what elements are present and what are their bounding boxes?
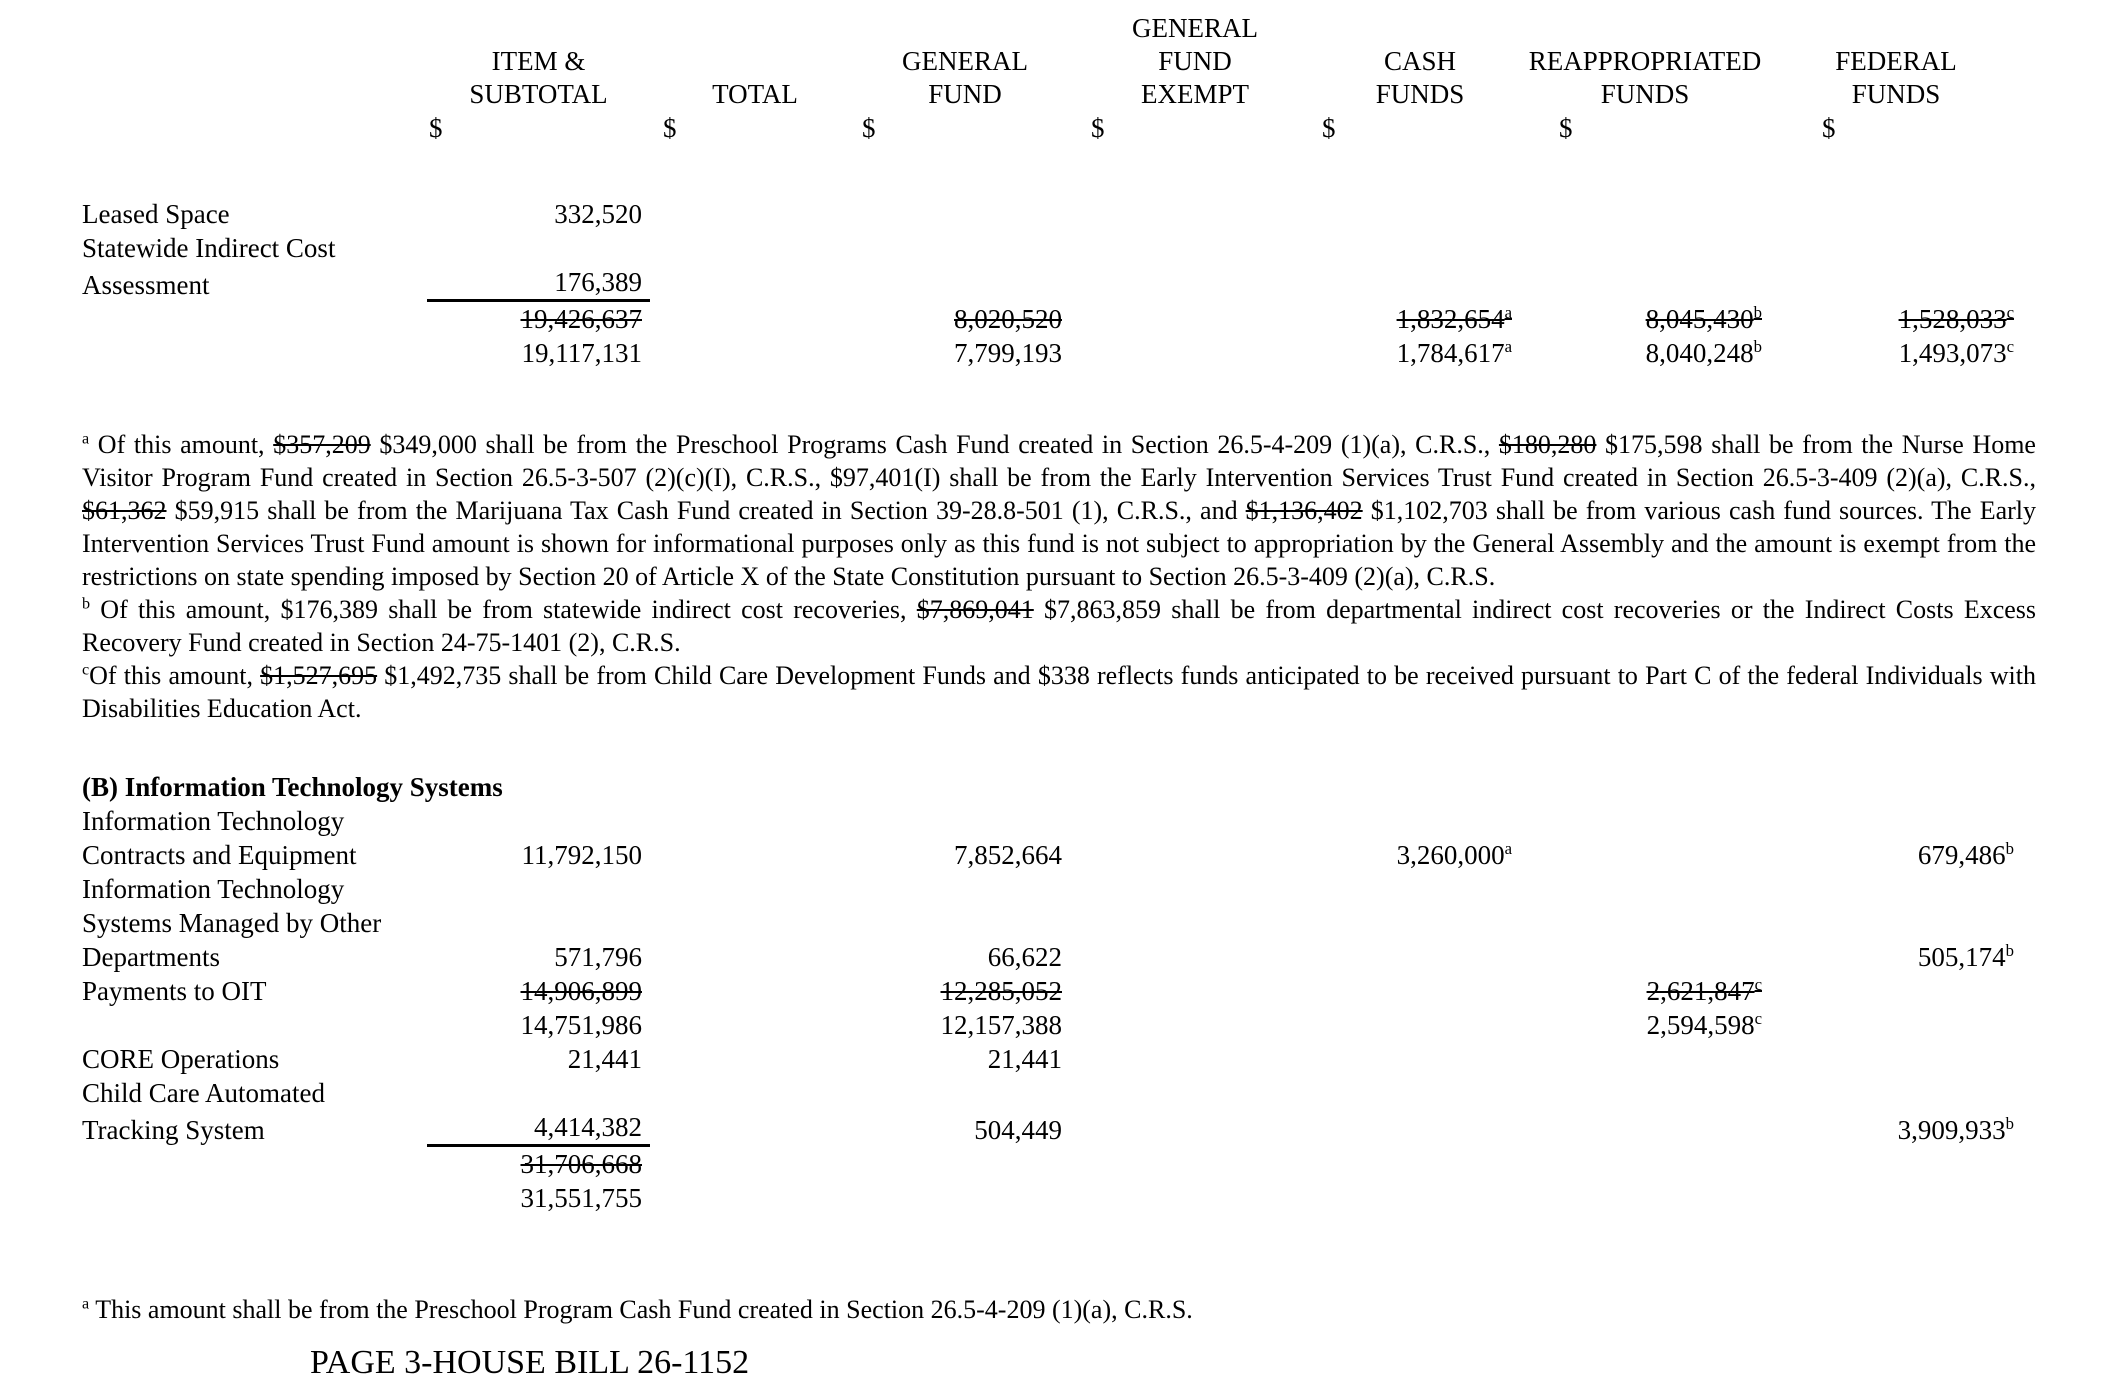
cell-general-fund: 8,020,520 — [954, 304, 1062, 334]
cell-item-subtotal: 19,426,637 — [520, 304, 642, 334]
cell-cash-funds: 1,784,617$^a$ — [1396, 337, 1512, 368]
row-label: Information Technology — [82, 874, 345, 904]
dollar-sign: $ — [1091, 113, 1105, 143]
table-row — [82, 974, 2036, 1008]
column-header: REAPPROPRIATED FUNDS — [1528, 46, 1762, 109]
cell-item-subtotal: 31,706,668 — [520, 1149, 642, 1179]
table-row — [82, 1076, 2036, 1110]
footnote-marker: a — [1504, 839, 1512, 858]
cell-cash-funds: 3,260,000$^a$ — [1396, 839, 1512, 870]
column-header: GENERAL FUND EXEMPT — [1132, 13, 1258, 109]
footnote-marker: a — [1504, 337, 1512, 356]
cell-federal-funds: 505,174$^b$ — [1917, 941, 2014, 972]
footnote — [82, 593, 2036, 659]
cell-general-fund: 21,441 — [987, 1044, 1062, 1074]
row-label: Information Technology — [82, 806, 345, 836]
column-header: GENERAL FUND — [902, 46, 1028, 109]
cell-federal-funds: 679,486$^b$ — [1917, 839, 2014, 870]
cell-reappropriated-funds: 8,045,430$^b$ — [1645, 303, 1762, 334]
column-header: FEDERAL FUNDS — [1835, 46, 1957, 109]
table-row — [82, 906, 2036, 940]
table-header-row — [82, 12, 2036, 111]
cell-item-subtotal: 4,414,382 — [427, 1110, 650, 1147]
footnote — [82, 428, 2036, 593]
footnote-text: $349,000 shall be from the Preschool Programs Cash Fund created in Section 26.5-4-209 (1)(a), C.R.S., — [370, 430, 1499, 459]
cell-item-subtotal: 332,520 — [554, 199, 642, 229]
row-label: Payments to OIT — [82, 976, 267, 1006]
table-row — [82, 1008, 2036, 1042]
footnote-marker: a — [82, 430, 90, 448]
cell-item-subtotal: 11,792,150 — [521, 840, 642, 870]
footnote-marker: b — [2005, 1114, 2014, 1133]
struck-amount: $357,209 — [273, 430, 371, 459]
footnote-text: This amount shall be from the Preschool Program Cash Fund created in Section 26.5-4-209 (1)(a), C.R.S. — [95, 1295, 1193, 1324]
cell-general-fund: 12,157,388 — [940, 1010, 1062, 1040]
cell-item-subtotal: 14,751,986 — [520, 1010, 642, 1040]
cell-general-fund: 504,449 — [974, 1115, 1062, 1145]
struck-amount: $180,280 — [1498, 430, 1597, 459]
row-label: Systems Managed by Other — [82, 908, 382, 938]
footnote-marker: c — [1754, 975, 1762, 994]
cell-item-subtotal: 571,796 — [554, 942, 642, 972]
struck-amount: $1,527,695 — [260, 661, 378, 690]
section-heading: (B) Information Technology Systems — [82, 772, 503, 802]
struck-amount: $1,136,402 — [1245, 496, 1363, 525]
footnote-marker: b — [82, 595, 91, 613]
column-header: ITEM & SUBTOTAL — [469, 46, 608, 109]
cell-general-fund: 12,285,052 — [940, 976, 1062, 1006]
footnote-marker: b — [2005, 839, 2014, 858]
cell-item-subtotal: 14,906,899 — [520, 976, 642, 1006]
appropriation-table-section-a — [82, 197, 2036, 370]
footnote-text: Of this amount, — [97, 430, 274, 459]
cell-item-subtotal: 176,389 — [427, 265, 650, 302]
table-row — [82, 1042, 2036, 1076]
table-row — [82, 1147, 2036, 1181]
footnote-text: $1,492,735 shall be from Child Care Development Funds and $338 reflects funds anticipated to be received pursuant to Part C of the federal Individuals with Disabilities Education Act. — [82, 661, 2036, 723]
cell-item-subtotal: 31,551,755 — [520, 1183, 642, 1213]
footnote-marker: c — [2006, 337, 2014, 356]
dollar-sign-row — [82, 111, 2036, 145]
column-header: TOTAL — [712, 79, 798, 109]
footnote-marker: b — [1753, 337, 1762, 356]
appropriation-table-section-b — [82, 770, 2036, 1215]
footnote-text: Of this amount, $176,389 shall be from statewide indirect cost recoveries, — [100, 595, 917, 624]
page-footer: PAGE 3-HOUSE BILL 26-1152 — [310, 1344, 750, 1381]
footnote-text: $59,915 shall be from the Marijuana Tax Cash Fund created in Section 39-28.8-501 (1), C.R.S., and — [166, 496, 1246, 525]
footnote-text: Of this amount, — [89, 661, 261, 690]
dollar-sign: $ — [663, 113, 677, 143]
footnote — [82, 1293, 2036, 1326]
cell-reappropriated-funds: 2,594,598$^c$ — [1646, 1009, 1762, 1040]
footnote-text: $7,863,859 shall be from departmental indirect cost recoveries or the Indirect Costs Excess Recovery Fund created in Section 24-75-1401 (2), C.R.S. — [82, 595, 2037, 657]
struck-amount: $61,362 — [82, 496, 167, 525]
row-label: Statewide Indirect Cost — [82, 233, 336, 263]
cell-federal-funds: 1,493,073$^c$ — [1898, 337, 2014, 368]
cell-item-subtotal: 21,441 — [567, 1044, 642, 1074]
column-header: CASH FUNDS — [1375, 46, 1465, 109]
row-label: Leased Space — [82, 199, 230, 229]
footnote-marker: a — [1504, 303, 1512, 322]
dollar-sign: $ — [429, 113, 443, 143]
table-row — [82, 1110, 2036, 1147]
row-label: Tracking System — [82, 1115, 265, 1145]
footnote-marker: a — [82, 1295, 90, 1313]
dollar-sign: $ — [862, 113, 876, 143]
footnote-marker: c — [2006, 303, 2014, 322]
table-row — [82, 302, 2036, 336]
table-row — [82, 838, 2036, 872]
dollar-sign: $ — [1322, 113, 1336, 143]
footnote-marker: c — [82, 661, 90, 679]
footnote — [82, 659, 2036, 725]
row-label: Departments — [82, 942, 220, 972]
cell-item-subtotal: 19,117,131 — [521, 338, 642, 368]
table-row — [82, 804, 2036, 838]
cell-general-fund: 7,852,664 — [954, 840, 1062, 870]
row-label: Assessment — [82, 270, 210, 300]
footnote-marker: b — [1753, 303, 1762, 322]
table-row — [82, 1181, 2036, 1215]
table-row — [82, 872, 2036, 906]
struck-amount: $7,869,041 — [916, 595, 1034, 624]
cell-federal-funds: 1,528,033$^c$ — [1898, 303, 2014, 334]
cell-general-fund: 7,799,193 — [954, 338, 1062, 368]
table-row — [82, 265, 2036, 302]
footnote-text: $1,102,703 shall be from various cash fund sources. The Early Intervention Services Trust Fund amount is shown for informational purposes only as this fund is not subject to appropriation by the General Assembly and the amount is exempt from the restrictions on state spending imposed by Section 20 of Article X of the State Constitution pursuant to Section 26.5-3-409 (2)(a), C.R.S. — [82, 496, 2036, 591]
cell-reappropriated-funds: 2,621,847$^c$ — [1646, 975, 1762, 1006]
footnotes-section-b — [82, 1293, 2036, 1326]
cell-reappropriated-funds: 8,040,248$^b$ — [1645, 337, 1762, 368]
table-row — [82, 940, 2036, 974]
footnote-marker: c — [1754, 1009, 1762, 1028]
footnote-marker: b — [2005, 941, 2014, 960]
table-row — [82, 336, 2036, 370]
table-row — [82, 197, 2036, 231]
cell-federal-funds: 3,909,933$^b$ — [1897, 1114, 2014, 1145]
cell-general-fund: 66,622 — [987, 942, 1062, 972]
table-row — [82, 770, 2036, 804]
dollar-sign: $ — [1559, 113, 1573, 143]
row-label: Child Care Automated — [82, 1078, 325, 1108]
table-row — [82, 231, 2036, 265]
row-label: CORE Operations — [82, 1044, 280, 1074]
row-label: Contracts and Equipment — [82, 840, 357, 870]
footnotes-section-a — [82, 428, 2036, 725]
footnote-text: $175,598 shall be from the Nurse Home Visitor Program Fund created in Section 26.5-3-507 (2)(c)(I), C.R.S., $97,401(I) shall be from the Early Intervention Services Trust Fund created in Section 26.5-3-409 (2)(a), C.R.S., — [82, 430, 2036, 492]
cell-cash-funds: 1,832,654$^a$ — [1396, 303, 1512, 334]
dollar-sign: $ — [1822, 113, 1836, 143]
